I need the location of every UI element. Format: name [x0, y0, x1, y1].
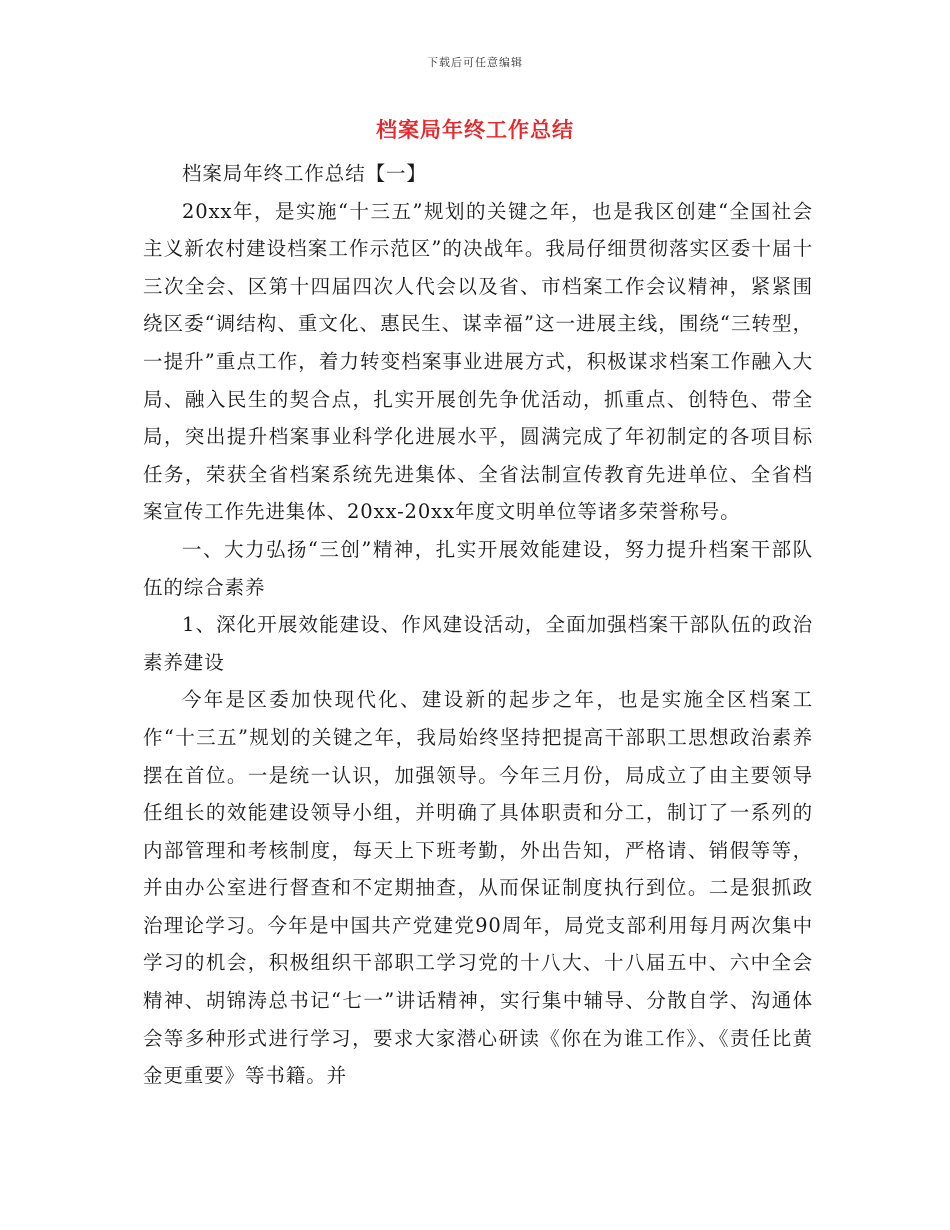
section-heading: 一、大力弘扬“三创”精神，扎实开展效能建设，努力提升档案干部队伍的综合素养: [143, 537, 813, 599]
document-body: [143, 155, 813, 1095]
body-paragraph: 20xx年，是实施“十三五”规划的关键之年，也是我区创建“全国社会主义新农村建设档案工作示范区”的决战年。我局仔细贯彻落实区委十届十三次全会、区第十四届四次人代会以及省、市档案工作会议精神，紧紧围绕区委“调结构、重文化、惠民生、谋幸福”这一进展主线，围绕“三转型，一提升”重点工作，着力转变档案事业进展方式，积极谋求档案工作融入大局、融入民生的契合点，扎实开展创先争优活动，抓重点、创特色、带全局，突出提升档案事业科学化进展水平，圆满完成了年初制定的各项目标任务，荣获全省档案系统先进集体、全省法制宣传教育先进单位、全省档案宣传工作先进集体、20xx-20xx年度文明单位等诸多荣誉称号。: [143, 199, 813, 524]
subsection-heading: 1、深化开展效能建设、作风建设活动，全面加强档案干部队伍的政治素养建设: [143, 613, 813, 674]
header-note: 下载后可任意编辑: [427, 56, 523, 69]
body-paragraph: 今年是区委加快现代化、建设新的起步之年，也是实施全区档案工作“十三五”规划的关键之年，我局始终坚持把提高干部职工思想政治素养摆在首位。一是统一认识，加强领导。今年三月份，局成立了由主要领导任组长的效能建设领导小组，并明确了具体职责和分工，制订了一系列的内部管理和考核制度，每天上下班考勤，外出告知，严格请、销假等等，并由办公室进行督查和不定期抽查，从而保证制度执行到位。二是狠抓政治理论学习。今年是中国共产党建党90周年，局党支部利用每月两次集中学习的机会，积极组织干部职工学习党的十八大、十八届五中、六中全会精神、胡锦涛总书记“七一”讲话精神，实行集中辅导、分散自学、沟通体会等多种形式进行学习，要求大家潜心研读《你在为谁工作》、《责任比黄金更重要》等书籍。并: [143, 688, 813, 1088]
document-title: 档案局年终工作总结: [376, 117, 574, 142]
section-heading: 档案局年终工作总结【一】: [182, 162, 427, 185]
